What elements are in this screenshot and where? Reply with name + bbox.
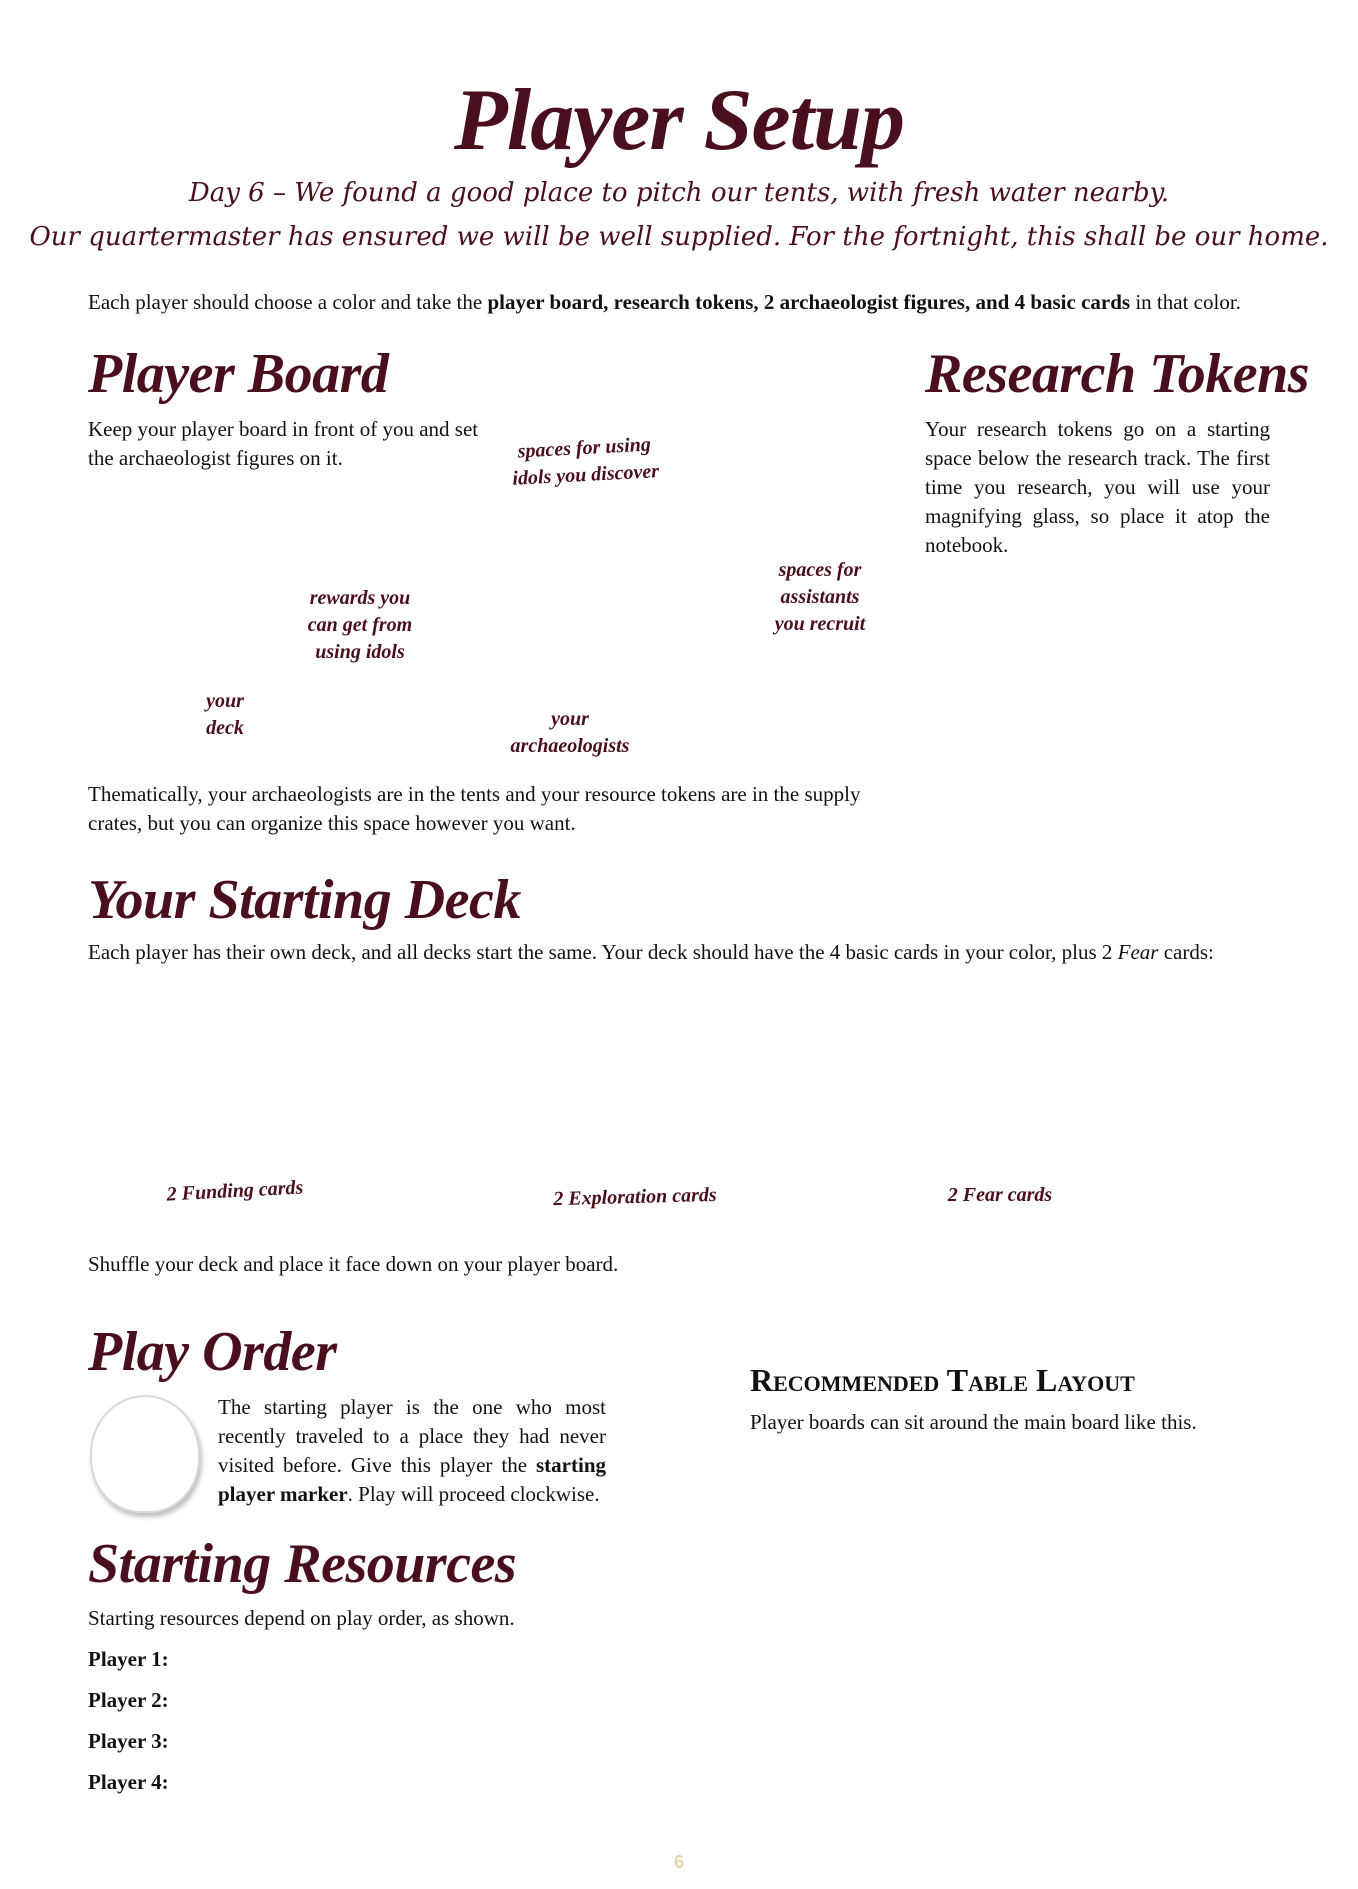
player-2-label: Player 2: bbox=[88, 1688, 169, 1712]
idols-label-line-2: idols you discover bbox=[511, 460, 660, 490]
starting-player-marker-image bbox=[90, 1395, 200, 1513]
starting-deck-heading: Your Starting Deck bbox=[88, 869, 521, 931]
idols-label bbox=[489, 430, 682, 494]
rewards-label-line-3: using idols bbox=[315, 641, 405, 663]
archaeologists-label-line-1: your bbox=[551, 708, 589, 730]
starting-deck-text-italic: Fear bbox=[1117, 940, 1159, 964]
intro-text-after: in that color. bbox=[1130, 290, 1241, 314]
deck-label bbox=[190, 688, 260, 742]
starting-resources-text: Starting resources depend on play order, as shown. bbox=[88, 1606, 515, 1630]
rewards-label bbox=[290, 585, 430, 666]
journal-quote-line-1: Day 6 – We found a good place to pitch our tents, with fresh water nearby. bbox=[188, 178, 1170, 208]
research-tokens-text: Your research tokens go on a starting space below the research track. The first time you research, you will use your magnifying glass, so place it atop the notebook. bbox=[925, 417, 1270, 557]
starting-resources-heading: Starting Resources bbox=[88, 1533, 517, 1595]
deck-label-line-1: your bbox=[206, 690, 244, 712]
idols-label-line-1: spaces for using bbox=[517, 433, 652, 463]
starting-deck-text-after: cards: bbox=[1158, 940, 1214, 964]
play-order-text-after: . Play will proceed clockwise. bbox=[347, 1482, 600, 1506]
starting-deck-text-before: Each player has their own deck, and all decks start the same. Your deck should have the 4 basic cards in your color, plus 2 bbox=[88, 940, 1118, 964]
shuffle-text: Shuffle your deck and place it face down on your player board. bbox=[88, 1252, 619, 1276]
assistants-label-line-3: you recruit bbox=[774, 613, 866, 635]
archaeologists-label-line-2: archaeologists bbox=[510, 735, 630, 757]
intro-text-bold: player board, research tokens, 2 archaeologist figures, and 4 basic cards bbox=[487, 290, 1131, 314]
assistants-label-line-1: spaces for bbox=[778, 559, 862, 581]
player-3-label: Player 3: bbox=[88, 1729, 169, 1753]
deck-label-line-2: deck bbox=[206, 717, 244, 739]
assistants-label-line-2: assistants bbox=[780, 586, 860, 608]
table-layout-heading: Recommended Table Layout bbox=[750, 1362, 1135, 1398]
rewards-label-line-2: can get from bbox=[307, 614, 413, 636]
funding-cards-label: 2 Funding cards bbox=[166, 1176, 304, 1206]
play-order-text bbox=[218, 1393, 606, 1509]
player-4-label: Player 4: bbox=[88, 1770, 169, 1794]
rewards-label-line-1: rewards you bbox=[309, 587, 411, 609]
play-order-text-bold: starting player marker bbox=[218, 1453, 606, 1506]
journal-quote-line-2: Our quartermaster has ensured we will be well supplied. For the fortnight, this shall be our home. bbox=[29, 222, 1329, 252]
intro-paragraph bbox=[88, 288, 1288, 317]
thematic-text: Thematically, your archaeologists are in the tents and your resource tokens are in the supply crates, but you can organize this space however you want. bbox=[88, 782, 861, 835]
play-order-heading: Play Order bbox=[88, 1321, 337, 1383]
player-1-label: Player 1: bbox=[88, 1647, 169, 1671]
page-number: 6 bbox=[673, 1852, 684, 1872]
assistants-label bbox=[750, 557, 890, 638]
archaeologists-label bbox=[490, 706, 650, 760]
player-board-heading: Player Board bbox=[88, 343, 389, 405]
exploration-cards-label: 2 Exploration cards bbox=[553, 1183, 717, 1211]
starting-deck-text bbox=[88, 938, 1288, 967]
page-title: Player Setup bbox=[454, 72, 904, 169]
table-layout-text: Player boards can sit around the main board like this. bbox=[750, 1410, 1197, 1434]
research-tokens-heading: Research Tokens bbox=[925, 343, 1310, 405]
fear-cards-label: 2 Fear cards bbox=[947, 1184, 1053, 1206]
intro-text-before: Each player should choose a color and take the bbox=[88, 290, 488, 314]
play-order-text-before: The starting player is the one who most recently traveled to a place they had never visited before. Give this player the bbox=[218, 1395, 606, 1477]
player-board-text: Keep your player board in front of you and set the archaeologist figures on it. bbox=[88, 417, 479, 470]
